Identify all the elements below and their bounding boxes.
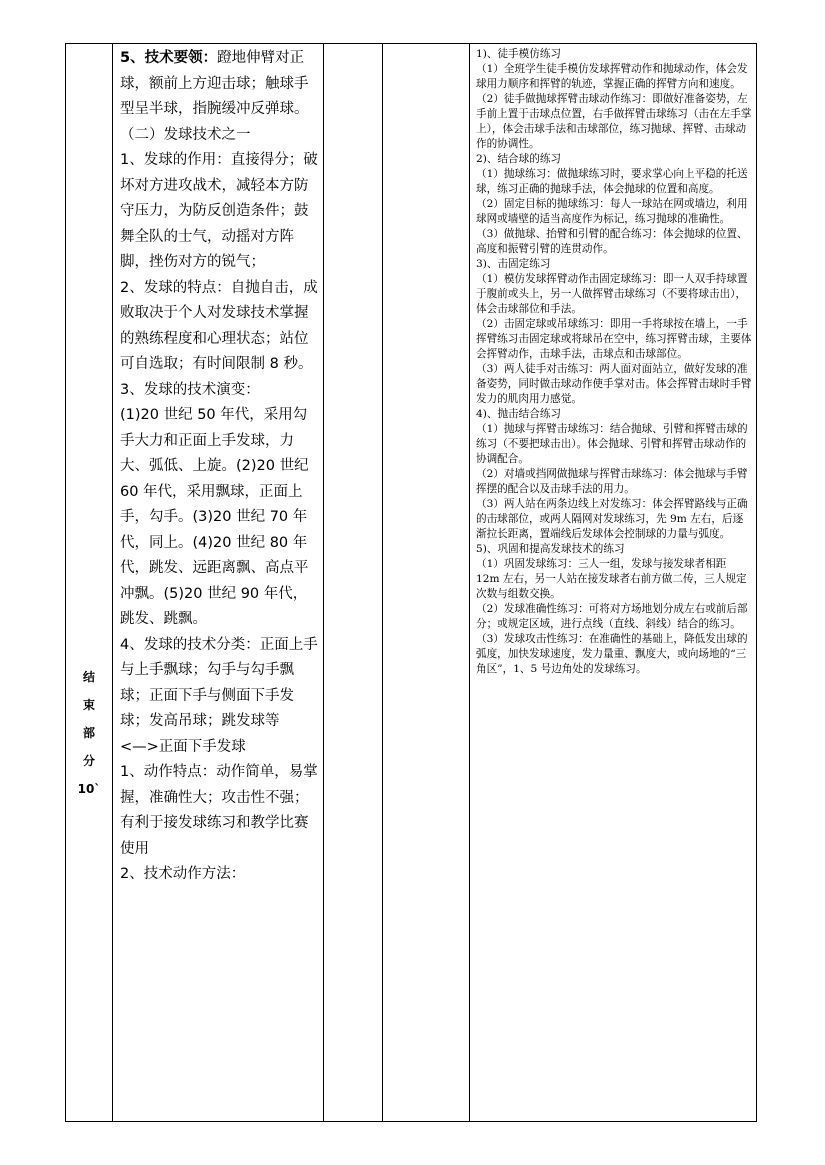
- content-paragraph: (1)20 世纪 50 年代，采用勾手大力和正面上手发球，力大、弧低、上旋。(2)20 世纪 60 年代，采用飘球，正面上手，勾手。(3)20 世纪 70 年代，同上。(4)20 世纪 80 年代，跳发、远距离飘、高点平冲飘。(5)20 世纪 90 年代，跳发、跳飘。: [120, 407, 309, 627]
- section2-title: （二）发球技术之一: [120, 126, 251, 143]
- content-paragraph: 2、发球的特点：自抛自击，成败取决于个人对发球技术掌握的熟练程度和心理状态；站位可自选取；有时间限制 8 秒。: [120, 279, 318, 372]
- practice-item: （3）做抛球、抬臂和引臂的配合练习：体会抛球的位置、高度和振臂引臂的连贯动作。: [476, 228, 748, 255]
- point5-paragraph: [120, 46, 319, 123]
- part-label-char: 结: [82, 669, 95, 684]
- part-time: 10`: [77, 781, 101, 796]
- practice-item: （2）徒手做抛球挥臂击球动作练习：即做好准备姿势，左手前上置于击球点位置，右手做挥臂击球练习（击在左手掌上），体会击球手法和击球部位，练习抛球、挥臂、击球动作的协调性。: [476, 93, 752, 150]
- practice-item: （1）抛球与挥臂击球练习：结合抛球、引臂和挥臂击球的练习（不要把球击出）。体会抛球、引臂和挥臂击球动作的协调配合。: [476, 423, 748, 465]
- practice-item: （3）发球攻击性练习：在准确性的基础上，降低发出球的弧度，加快发球速度，发力量重、飘度大，或向场地的“三角区”，1、5 号边角处的发球练习。: [476, 633, 748, 675]
- practice-heading: 1)、徒手模仿练习: [476, 48, 562, 60]
- content-paragraph: 4、发球的技术分类：正面上手与上手飘球；勾手与勾手飘球；正面下手与侧面下手发球；发高吊球；跳发球等: [120, 636, 318, 729]
- practice-column: [470, 44, 757, 1122]
- part-label-char: 部: [82, 725, 95, 740]
- practice-item: （1）巩固发球练习：三人一组，发球与接发球者相距 12m 左右，另一人站在接发球者右前方做二传，三人规定次数与组数交换。: [476, 558, 747, 600]
- point5-heading: 5、技术要领：: [120, 50, 218, 66]
- practice-item: （1）抛球练习：做抛球练习时，要求掌心向上平稳的托送球，练习正确的抛球手法，体会抛球的位置和高度。: [476, 168, 748, 195]
- part-label-char: 分: [82, 753, 95, 768]
- part-column: [66, 44, 113, 1122]
- content-paragraph: 2、技术动作方法：: [120, 866, 246, 882]
- empty-column: [383, 44, 470, 1122]
- content-column: [113, 44, 324, 1122]
- table-row: [66, 44, 757, 1122]
- practice-heading: 5)、巩固和提高发球技术的练习: [476, 543, 625, 555]
- practice-heading: 4)、抛击结合练习: [476, 408, 562, 420]
- practice-item: （1）模仿发球挥臂动作击固定球练习：即一人双手持球置于腹前或头上，另一人做挥臂击球练习（不要将球击出），体会击球部位和手法。: [476, 273, 748, 315]
- lesson-plan-table: [65, 43, 757, 1122]
- content-paragraph: <—>正面下手发球: [120, 738, 246, 755]
- practice-item: （1）全班学生徒手模仿发球挥臂动作和抛球动作，体会发球用力顺序和挥臂的轨迹，掌握正确的挥臂方向和速度。: [476, 63, 748, 90]
- practice-item: （2）击固定球或吊球练习：即用一手将球按在墙上，一手挥臂练习击固定球或将球吊在空中，练习挥臂击球，主要体会挥臂动作，击球手法，击球点和击球部位。: [476, 318, 752, 360]
- practice-item: （2）发球准确性练习：可将对方场地划分成左右或前后部分；或规定区域，进行点线（直线、斜线）结合的练习。: [476, 603, 748, 630]
- practice-item: （3）两人站在两条边线上对发练习：体会挥臂路线与正确的击球部位，或两人隔网对发球练习，先 9m 左右，后逐渐拉长距离，置端线后发球体会控制球的力量与弧度。: [476, 498, 748, 540]
- part-label-char: 束: [82, 697, 95, 712]
- content-paragraph: 3、发球的技术演变：: [120, 381, 260, 398]
- practice-heading: 3)、击固定练习: [476, 258, 551, 270]
- content-paragraph: 1、发球的作用：直接得分；破坏对方进攻战术，减轻本方防守压力，为防反创造条件；鼓舞全队的士气，动摇对方阵脚，挫伤对方的锐气；: [120, 152, 318, 270]
- point5-text: 蹬地伸臂对正球，额前上方迎击球；触球手型呈半球，指腕缓冲反弹球。: [120, 50, 309, 117]
- practice-item: （3）两人徒手对击练习：两人面对面站立，做好发球的准备姿势，同时做击球动作使手掌对击。体会挥臂击球时手臂发力的肌肉用力感觉。: [476, 363, 752, 405]
- practice-item: （2）对墙或挡网做抛球与挥臂击球练习：体会抛球与手臂挥摆的配合以及击球手法的用力。: [476, 468, 748, 495]
- practice-heading: 2)、结合球的练习: [476, 153, 562, 165]
- part-label: [66, 363, 112, 803]
- content-paragraph: 1、动作特点：动作简单，易掌握，准确性大；攻击性不强；有利于接发球练习和教学比赛使用: [120, 764, 318, 857]
- empty-column: [324, 44, 383, 1122]
- practice-item: （2）固定目标的抛球练习：每人一球站在网或墙边，利用球网或墙壁的适当高度作为标记，练习抛球的准确性。: [476, 198, 748, 225]
